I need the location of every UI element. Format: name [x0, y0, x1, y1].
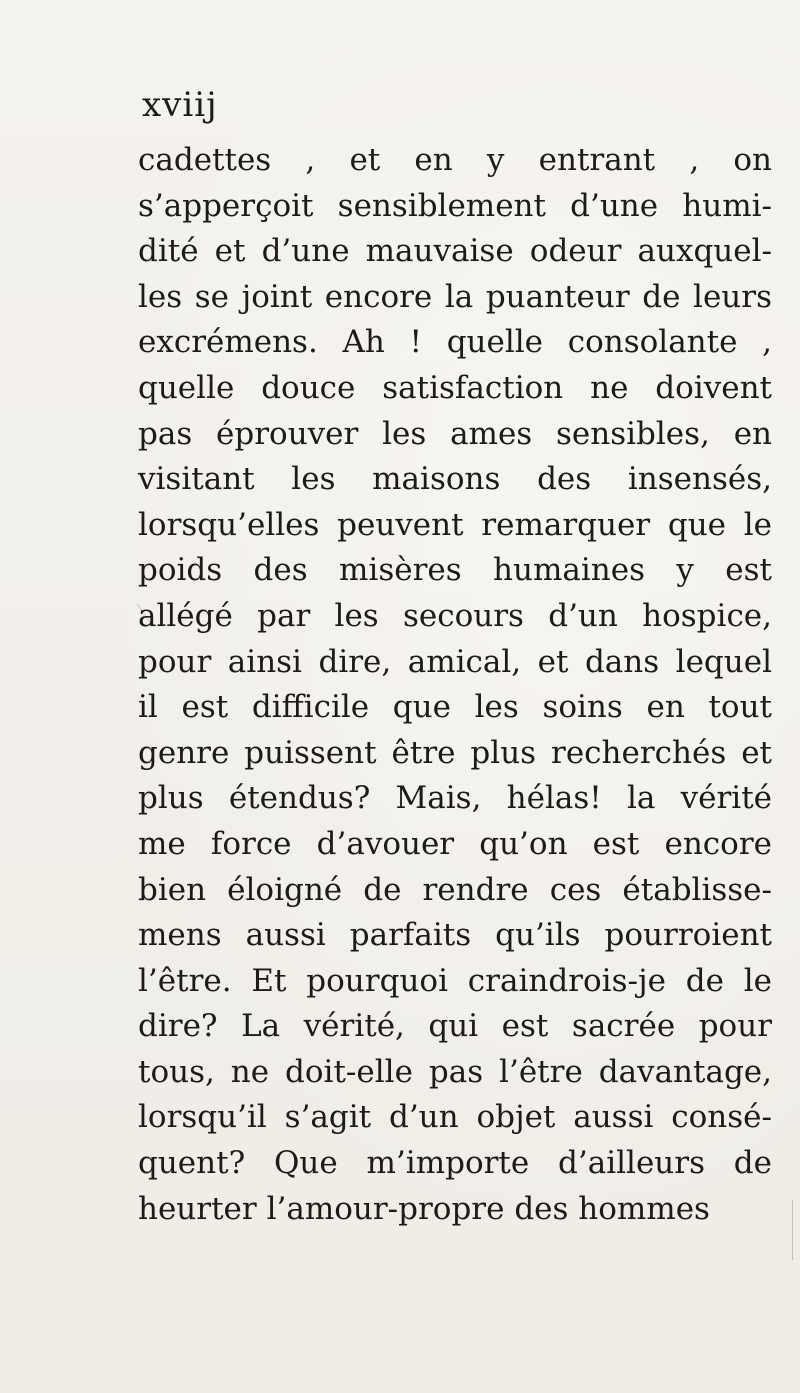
text-line: s’apperçoit sensiblement d’une humi- [138, 187, 772, 224]
text-line: quelle douce satisfaction ne doivent [138, 369, 772, 406]
text-line: poids des misères humaines y est [138, 552, 772, 589]
text-line: dité et d’une mauvaise odeur auxquel- [138, 233, 772, 270]
text-line: plus étendus? Mais, hélas! la vérité [138, 780, 772, 817]
text-line: genre puissent être plus recherchés et [138, 734, 772, 771]
text-line: pour ainsi dire, amical, et dans lequel [138, 643, 772, 680]
text-line: l’être. Et pourquoi craindrois-je de le [138, 962, 772, 999]
text-line: visitant les maisons des insensés, [138, 461, 772, 498]
text-line: les se joint encore la puanteur de leurs [138, 278, 772, 315]
text-line: excrémens. Ah ! quelle consolante , [138, 324, 772, 361]
text-line: cadettes , et en y entrant , on [138, 142, 772, 178]
body-text [138, 138, 772, 1232]
paper-mark [792, 1200, 793, 1260]
page-number: xviij [142, 85, 218, 125]
text-line: lorsqu’elles peuvent remarquer que le [138, 506, 772, 543]
text-line: il est difficile que les soins en tout [138, 689, 772, 726]
text-line: pas éprouver les ames sensibles, en [138, 415, 772, 452]
text-line: bien éloigné de rendre ces établisse- [138, 871, 772, 908]
text-line: heurter l’amour-propre des hommes [138, 1190, 710, 1227]
text-line: tous, ne doit-elle pas l’être davantage, [138, 1053, 772, 1090]
text-line: me force d’avouer qu’on est encore [138, 825, 772, 862]
text-line: quent? Que m’importe d’ailleurs de [138, 1145, 772, 1182]
text-line: mens aussi parfaits qu’ils pourroient [138, 917, 772, 954]
text-line: lorsqu’il s’agit d’un objet aussi consé- [138, 1099, 772, 1136]
text-line: allégé par les secours d’un hospice, [138, 597, 772, 634]
text-line: dire? La vérité, qui est sacrée pour [138, 1008, 772, 1045]
